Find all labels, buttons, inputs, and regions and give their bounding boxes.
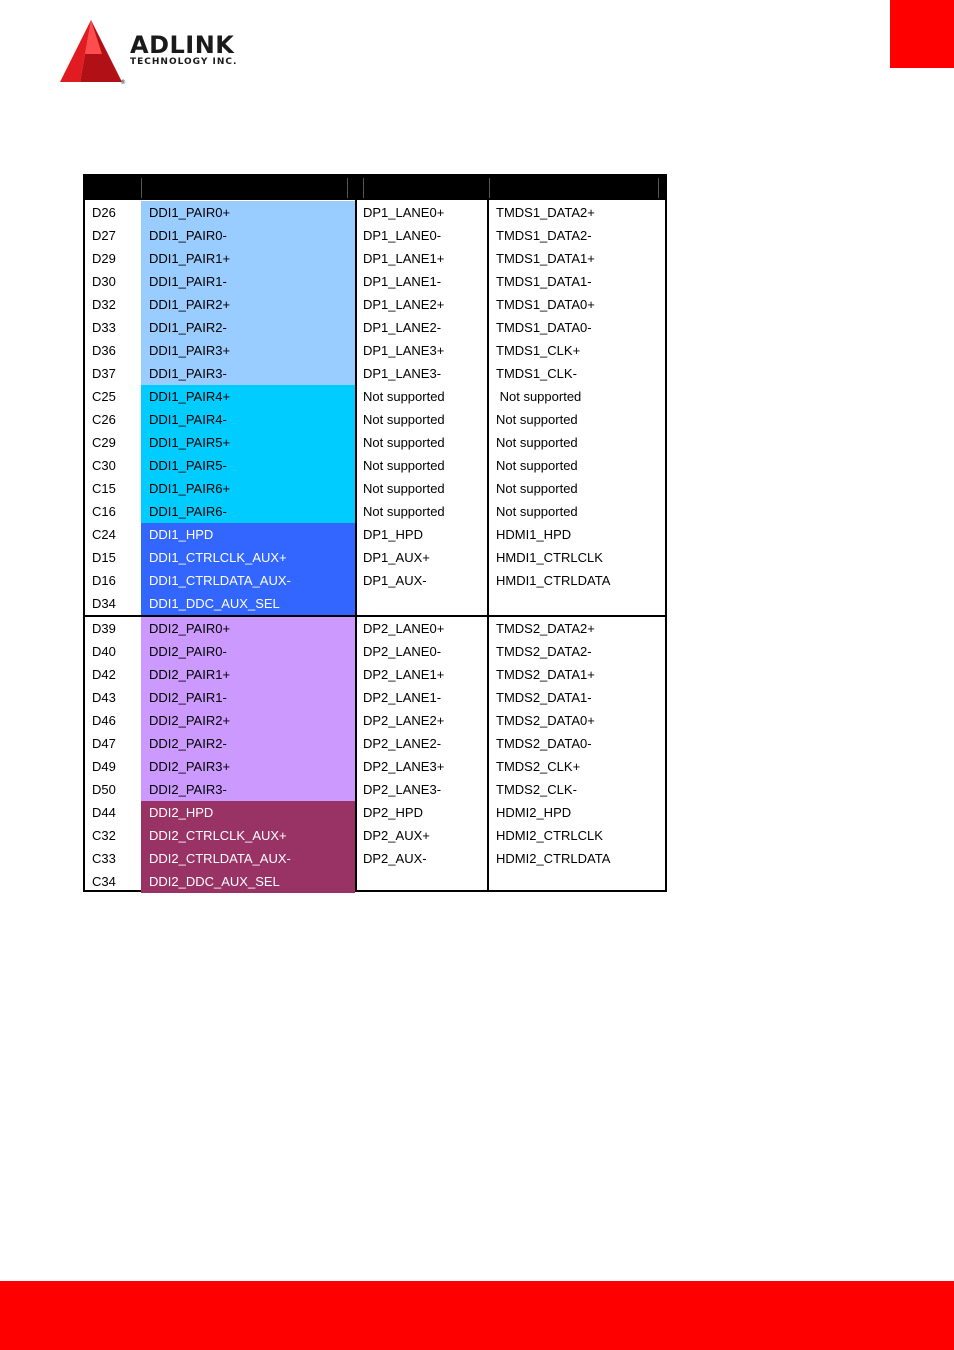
signal-cell: DDI1_CTRLCLK_AUX+ — [149, 550, 287, 565]
pin-cell: C24 — [92, 527, 116, 542]
hdmi-cell: HDMI2_HPD — [496, 805, 572, 820]
signal-cell: DDI1_PAIR4- — [149, 412, 227, 427]
header-separator — [658, 178, 659, 198]
pin-cell: D39 — [92, 621, 116, 636]
hdmi-cell: TMDS1_DATA1- — [496, 274, 592, 289]
signal-cell: DDI2_PAIR2+ — [149, 713, 231, 728]
table-header — [85, 176, 665, 200]
dp-cell: DP2_LANE3- — [363, 782, 442, 797]
signal-cell: DDI1_PAIR6+ — [149, 481, 231, 496]
svg-text:®: ® — [120, 79, 126, 86]
signal-cell: DDI2_PAIR0- — [149, 644, 227, 659]
signal-cell: DDI2_CTRLDATA_AUX- — [149, 851, 291, 866]
signal-cell: DDI2_HPD — [149, 805, 214, 820]
signal-cell: DDI1_PAIR6- — [149, 504, 227, 519]
pin-cell: D50 — [92, 782, 116, 797]
hdmi-cell: TMDS2_DATA2+ — [496, 621, 595, 636]
pin-cell: C34 — [92, 874, 116, 889]
pin-cell: C33 — [92, 851, 116, 866]
hdmi-cell: HMDI1_CTRLDATA — [496, 573, 611, 588]
signal-cell: DDI1_PAIR4+ — [149, 389, 231, 404]
pin-cell: D33 — [92, 320, 116, 335]
dp-cell: DP1_LANE1+ — [363, 251, 445, 266]
dp-cell: DP1_HPD — [363, 527, 423, 542]
header-separator — [489, 178, 490, 198]
hdmi-cell: Not supported — [496, 389, 582, 404]
dp-cell: DP1_LANE0+ — [363, 205, 445, 220]
hdmi-cell: TMDS1_DATA0+ — [496, 297, 595, 312]
signal-cell: DDI2_CTRLCLK_AUX+ — [149, 828, 287, 843]
dp-cell: DP2_LANE2+ — [363, 713, 445, 728]
signal-cell: DDI2_PAIR3+ — [149, 759, 231, 774]
pin-cell: D32 — [92, 297, 116, 312]
hdmi-cell: HMDI1_CTRLCLK — [496, 550, 603, 565]
dp-cell: DP1_LANE3+ — [363, 343, 445, 358]
signal-cell: DDI1_PAIR1+ — [149, 251, 231, 266]
dp-cell: Not supported — [363, 458, 445, 473]
adlink-triangle-icon — [58, 18, 126, 86]
adlink-logo — [58, 18, 268, 86]
signal-cell: DDI1_PAIR5- — [149, 458, 227, 473]
hdmi-cell: HDMI2_CTRLCLK — [496, 828, 603, 843]
signal-cell: DDI1_PAIR3- — [149, 366, 227, 381]
hdmi-cell: TMDS2_DATA2- — [496, 644, 592, 659]
dp-cell: DP1_LANE3- — [363, 366, 442, 381]
group-divider — [85, 615, 665, 617]
dp-cell: DP1_AUX+ — [363, 550, 430, 565]
logo-tagline: TECHNOLOGY INC. — [130, 57, 238, 67]
hdmi-cell: TMDS2_DATA1- — [496, 690, 592, 705]
pin-cell: C25 — [92, 389, 116, 404]
dp-cell: DP2_LANE1+ — [363, 667, 445, 682]
dp-cell: DP1_LANE0- — [363, 228, 442, 243]
hdmi-cell: TMDS1_DATA2+ — [496, 205, 595, 220]
dp-cell: DP2_LANE2- — [363, 736, 442, 751]
header-separator — [141, 178, 142, 198]
pin-cell: D27 — [92, 228, 116, 243]
dp-cell: DP1_LANE2- — [363, 320, 442, 335]
signal-cell: DDI1_PAIR3+ — [149, 343, 231, 358]
pin-cell: D26 — [92, 205, 116, 220]
pin-cell: D49 — [92, 759, 116, 774]
dp-cell: Not supported — [363, 481, 445, 496]
signal-cell: DDI1_PAIR1- — [149, 274, 227, 289]
pin-cell: D15 — [92, 550, 116, 565]
signal-cell: DDI2_PAIR1- — [149, 690, 227, 705]
pin-cell: C30 — [92, 458, 116, 473]
dp-cell: DP2_AUX+ — [363, 828, 430, 843]
pin-cell: C16 — [92, 504, 116, 519]
hdmi-cell: Not supported — [496, 412, 578, 427]
signal-cell: DDI2_PAIR1+ — [149, 667, 231, 682]
hdmi-cell: TMDS2_CLK- — [496, 782, 577, 797]
pin-cell: D44 — [92, 805, 116, 820]
column-divider — [355, 200, 357, 890]
signal-cell: DDI1_PAIR2- — [149, 320, 227, 335]
hdmi-cell: Not supported — [496, 435, 578, 450]
dp-cell: DP2_LANE0- — [363, 644, 442, 659]
dp-cell: DP1_LANE2+ — [363, 297, 445, 312]
hdmi-cell: TMDS1_DATA0- — [496, 320, 592, 335]
pin-cell: C15 — [92, 481, 116, 496]
pin-cell: D16 — [92, 573, 116, 588]
logo-wordmark: ADLINK — [130, 31, 235, 59]
hdmi-cell: HDMI2_CTRLDATA — [496, 851, 611, 866]
pin-cell: D47 — [92, 736, 116, 751]
pin-cell: D36 — [92, 343, 116, 358]
hdmi-cell: Not supported — [496, 458, 578, 473]
pin-cell: D40 — [92, 644, 116, 659]
dp-cell: DP1_AUX- — [363, 573, 427, 588]
ddi-pin-table — [83, 174, 667, 892]
hdmi-cell: HDMI1_HPD — [496, 527, 572, 542]
dp-cell: DP2_LANE3+ — [363, 759, 445, 774]
footer-bar — [0, 1281, 954, 1350]
signal-cell: DDI2_DDC_AUX_SEL — [149, 874, 280, 889]
hdmi-cell: TMDS2_DATA0- — [496, 736, 592, 751]
dp-cell: DP2_AUX- — [363, 851, 427, 866]
dp-cell: Not supported — [363, 412, 445, 427]
hdmi-cell: TMDS1_CLK- — [496, 366, 577, 381]
pin-cell: D30 — [92, 274, 116, 289]
signal-cell: DDI2_PAIR0+ — [149, 621, 231, 636]
signal-cell: DDI1_PAIR5+ — [149, 435, 231, 450]
dp-cell: DP2_HPD — [363, 805, 423, 820]
hdmi-cell: TMDS2_DATA1+ — [496, 667, 595, 682]
pin-cell: D46 — [92, 713, 116, 728]
dp-cell: Not supported — [363, 389, 445, 404]
signal-cell: DDI1_PAIR0+ — [149, 205, 231, 220]
signal-cell: DDI1_PAIR2+ — [149, 297, 231, 312]
dp-cell: Not supported — [363, 435, 445, 450]
dp-cell: DP2_LANE0+ — [363, 621, 445, 636]
corner-tab — [890, 0, 954, 68]
signal-cell: DDI2_PAIR2- — [149, 736, 227, 751]
dp-cell: DP2_LANE1- — [363, 690, 442, 705]
header-separator — [363, 178, 364, 198]
signal-cell: DDI1_CTRLDATA_AUX- — [149, 573, 291, 588]
signal-cell: DDI1_DDC_AUX_SEL — [149, 596, 280, 611]
pin-cell: C29 — [92, 435, 116, 450]
column-divider — [487, 200, 489, 890]
signal-cell: DDI1_PAIR0- — [149, 228, 227, 243]
hdmi-cell: Not supported — [496, 504, 578, 519]
hdmi-cell: Not supported — [496, 481, 578, 496]
pin-cell: D29 — [92, 251, 116, 266]
dp-cell: DP1_LANE1- — [363, 274, 442, 289]
hdmi-cell: TMDS1_DATA2- — [496, 228, 592, 243]
hdmi-cell: TMDS1_CLK+ — [496, 343, 581, 358]
dp-cell: Not supported — [363, 504, 445, 519]
pin-cell: D34 — [92, 596, 116, 611]
signal-cell: DDI2_PAIR3- — [149, 782, 227, 797]
header-separator — [347, 178, 348, 198]
pin-cell: C26 — [92, 412, 116, 427]
pin-cell: D43 — [92, 690, 116, 705]
pin-cell: D42 — [92, 667, 116, 682]
pin-cell: C32 — [92, 828, 116, 843]
hdmi-cell: TMDS2_CLK+ — [496, 759, 581, 774]
hdmi-cell: TMDS2_DATA0+ — [496, 713, 595, 728]
pin-cell: D37 — [92, 366, 116, 381]
hdmi-cell: TMDS1_DATA1+ — [496, 251, 595, 266]
signal-cell: DDI1_HPD — [149, 527, 214, 542]
